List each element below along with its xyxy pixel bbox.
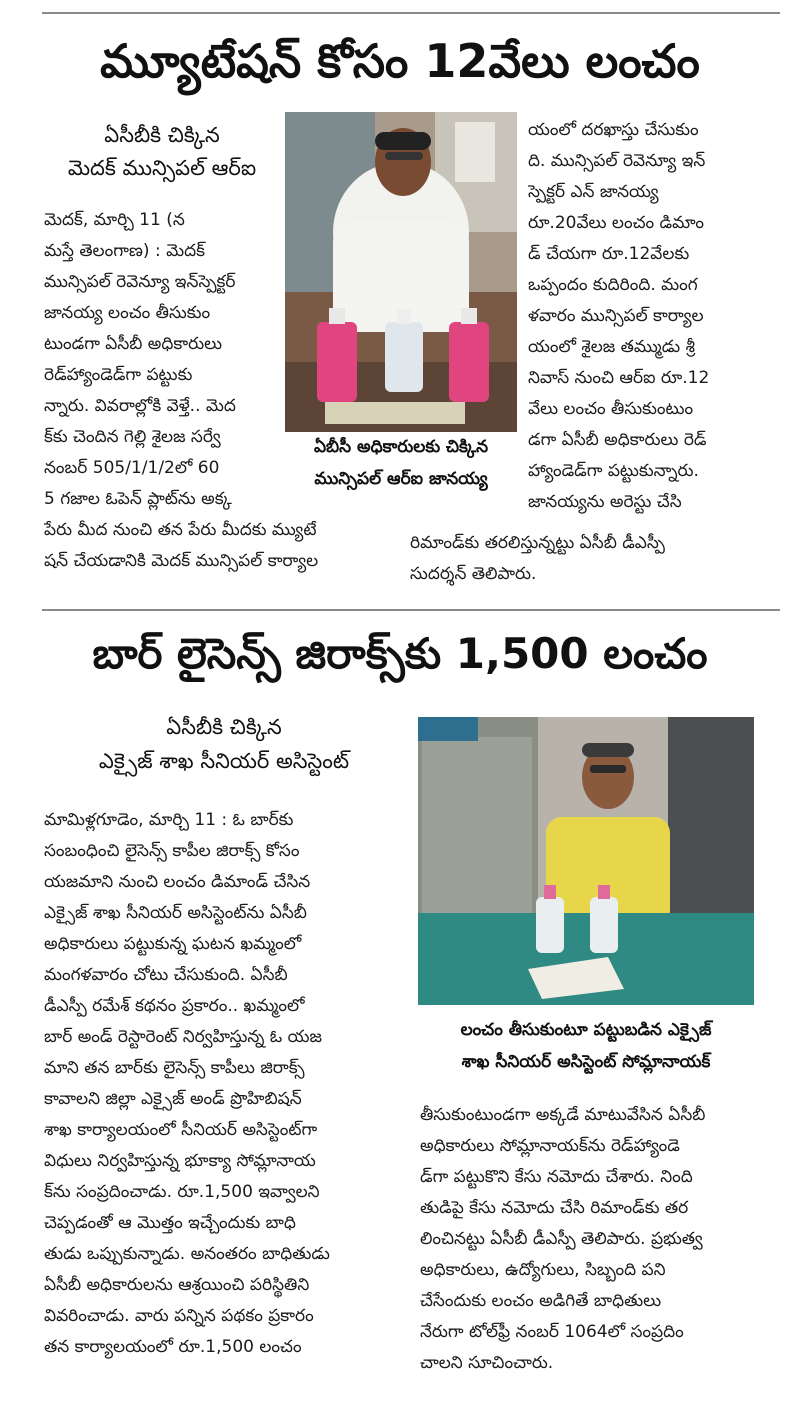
text-line: నేరుగా టోల్‌ఫ్రీ నంబర్ 1064లో సంప్రదిం <box>420 1322 684 1342</box>
text-line: సంబంధించి లైసెన్స్ కాపీల జిరాక్స్ కోసం <box>44 841 300 861</box>
text-line: వివరించాడు. వారు పన్నిన పథకం ప్రకారం <box>44 1306 314 1326</box>
top-rule <box>42 12 780 14</box>
story2-photo <box>418 717 754 1005</box>
text-line: పేరు మీద నుంచి తన పేరు మీదకు మ్యుటే <box>44 520 317 540</box>
text-line: అధికారులు సోమ్లానాయక్‌ను రెడ్‌హ్యాండె <box>420 1136 680 1156</box>
text-line: క్‌కు చెందిన గెల్లి శైలజ సర్వే <box>44 427 221 447</box>
story2-column-2 <box>420 1100 770 1379</box>
story2-photo-caption-2: శాఖ సీనియర్ అసిస్టెంట్ సోమ్లానాయక్ <box>461 1052 711 1072</box>
text-line: కావాలని జిల్లా ఎక్సైజ్ అండ్ ప్రొహిబిషన్ <box>44 1089 302 1109</box>
story1-headline: మ్యూటేషన్ కోసం 12వేలు లంచం <box>100 34 700 88</box>
text-line: ఒప్పందం కుదిరింది. మంగ <box>528 275 698 295</box>
text-line: మున్సిపల్ రెవెన్యూ ఇన్‌స్పెక్టర్ <box>44 272 236 292</box>
story1-photo-caption-2: మున్సిపల్ ఆర్ఐ జానయ్య <box>314 469 488 489</box>
story1-photo <box>285 112 517 432</box>
text-line: విధులు నిర్వహిస్తున్న భూక్యా సోమ్లానాయ <box>44 1151 316 1171</box>
text-line: లించినట్టు ఏసీబీ డీఎస్పీ తెలిపారు. ప్రభుత్వ <box>420 1229 703 1249</box>
story2-column-1 <box>44 805 400 1363</box>
text-line: చాలని సూచించారు. <box>420 1353 554 1373</box>
text-line: న్నారు. వివరాల్లోకి వెళ్తే.. మెద <box>44 396 236 416</box>
text-line: 5 గజాల ఓపెన్ ప్లాట్‌ను అక్క <box>44 489 232 509</box>
text-line: తన కార్యాలయంలో రూ.1,500 లంచం <box>44 1337 302 1357</box>
text-line: డీఎస్పీ రమేశ్ కథనం ప్రకారం.. ఖమ్మంలో <box>44 996 305 1016</box>
text-line: మామిళ్లగూడెం, మార్చి 11 : ఓ బార్‌కు <box>44 810 294 830</box>
text-line: బార్ అండ్ రెస్టారెంట్ నిర్వహిస్తున్న ఓ యజ <box>44 1027 322 1047</box>
story1-column-3-wide <box>410 528 770 590</box>
story2-subhead-2: ఎక్సైజ్ శాఖ సీనియర్ అసిస్టెంట్ <box>98 749 350 773</box>
text-line: అధికారులు, ఉద్యోగులు, సిబ్బంది పని <box>420 1260 666 1280</box>
text-line: వేలు లంచం తీసుకుంటుం <box>528 399 694 419</box>
text-line: ళవారం మున్సిపల్ కార్యాల <box>528 306 704 326</box>
text-line: అధికారులు పట్టుకున్న ఘటన ఖమ్మంలో <box>44 934 302 954</box>
story1-column-3 <box>528 115 768 518</box>
text-line: స్పెక్టర్ ఎన్ జానయ్య <box>528 182 659 202</box>
text-line: నంబర్ 505/1/1/2లో 60 <box>44 458 220 478</box>
text-line: జానయ్య లంచం తీసుకుం <box>44 303 211 323</box>
text-line: ది. మున్సిపల్ రెవెన్యూ ఇన్ <box>528 151 706 171</box>
story2-subhead-1: ఏసీబీకి చిక్కిన <box>166 715 282 739</box>
text-line: ఎక్సైజ్ శాఖ సీనియర్ అసిస్టెంట్‌ను ఏసీబీ <box>44 903 307 923</box>
text-line: డ్ చేయగా రూ.12వేలకు <box>528 244 690 264</box>
text-line: శాఖ కార్యాలయంలో సీనియర్ అసిస్టెంట్‌గా <box>44 1120 318 1140</box>
text-line: నివాస్ నుంచి ఆర్ఐ రూ.12 <box>528 368 710 388</box>
story1-subhead-1: ఏసీబీకి చిక్కిన <box>104 123 220 147</box>
text-line: క్‌ను సంప్రదించాడు. రూ.1,500 ఇవ్వాలని <box>44 1182 320 1202</box>
text-line: మెదక్, మార్చి 11 (న <box>44 210 185 230</box>
text-line: సుదర్శన్ తెలిపారు. <box>410 564 537 584</box>
text-line: మస్తే తెలంగాణ) : మెదక్ <box>44 241 205 261</box>
story1-photo-caption-1: ఏబీసీ అధికారులకు చిక్కిన <box>313 437 489 457</box>
text-line: డగా ఏసీబీ అధికారులు రెడ్ <box>528 430 707 450</box>
text-line: మంగళవారం చోటు చేసుకుంది. ఏసీబీ <box>44 965 288 985</box>
text-line: జానయ్యను అరెస్టు చేసి <box>528 492 682 512</box>
story-divider <box>42 609 780 611</box>
text-line: రూ.20వేలు లంచం డిమాం <box>528 213 704 233</box>
story1-subhead-2: మెదక్ మున్సిపల్ ఆర్ఐ <box>67 156 257 180</box>
text-line: మాని తన బార్‌కు లైసెన్స్ కాపీలు జిరాక్స్ <box>44 1058 305 1078</box>
text-line: తుడు ఒప్పుకున్నాడు. అనంతరం బాధితుడు <box>44 1244 330 1264</box>
story2-photo-caption-1: లంచం తీసుకుంటూ పట్టుబడిన ఎక్సైజ్ <box>460 1020 712 1040</box>
text-line: యంలో దరఖాస్తు చేసుకుం <box>528 120 699 140</box>
text-line: చెప్పడంతో ఆ మొత్తం ఇచ్చేందుకు బాధి <box>44 1213 296 1233</box>
text-line: టుండగా ఏసీబీ అధికారులు <box>44 334 223 354</box>
text-line: రిమాండ్‌కు తరలిస్తున్నట్టు ఏసీబీ డీఎస్పీ <box>410 533 665 553</box>
text-line: డ్‌గా పట్టుకొని కేసు నమోదు చేశారు. నింది <box>420 1167 693 1187</box>
text-line: యజమాని నుంచి లంచం డిమాండ్ చేసిన <box>44 872 311 892</box>
text-line: తీసుకుంటుండగా అక్కడే మాటువేసిన ఏసీబీ <box>420 1105 706 1125</box>
text-line: యంలో శైలజ తమ్ముడు శ్రీ <box>528 337 695 357</box>
text-line: రెడ్‌హ్యాండెడ్‌గా పట్టుకు <box>44 365 193 385</box>
story1-column-1 <box>44 205 282 515</box>
story1-column-1-wide <box>44 515 394 577</box>
story2-headline: బార్ లైసెన్స్ జిరాక్స్‌కు 1,500 లంచం <box>92 629 708 678</box>
text-line: తుడిపై కేసు నమోదు చేసి రిమాండ్‌కు తర <box>420 1198 689 1218</box>
text-line: హ్యాండెడ్‌గా పట్టుకున్నారు. <box>528 461 699 481</box>
text-line: చేసేందుకు లంచం అడిగితే బాధితులు <box>420 1291 662 1311</box>
text-line: షన్ చేయడానికి మెదక్ మున్సిపల్ కార్యాల <box>44 551 319 571</box>
text-line: ఏసీబీ అధికారులను ఆశ్రయించి పరిస్థితిని <box>44 1275 310 1295</box>
